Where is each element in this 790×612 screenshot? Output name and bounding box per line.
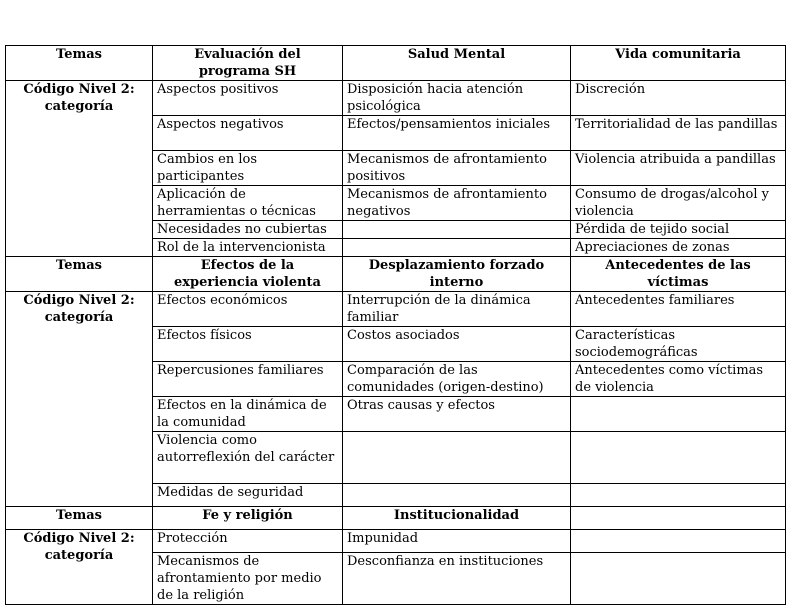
table-cell: Efectos en la dinámica de la comunidad (153, 397, 343, 432)
column-header: Antecedentes de las víctimas (571, 257, 786, 292)
temas-header: Temas (6, 257, 153, 292)
column-header: Fe y religión (153, 507, 343, 530)
header-row-1 (6, 46, 786, 81)
table-cell: Repercusiones familiares (153, 362, 343, 397)
table-cell: Características sociodemográficas (571, 327, 786, 362)
table-cell: Antecedentes como víctimas de violencia (571, 362, 786, 397)
table-cell: Interrupción de la dinámica familiar (343, 292, 571, 327)
table-cell: Desconfianza en instituciones (343, 553, 571, 605)
table-cell: Mecanismos de afrontamiento por medio de la religión (153, 553, 343, 605)
table-cell: Territorialidad de las pandillas (571, 116, 786, 151)
table-cell: Mecanismos de afrontamiento positivos (343, 151, 571, 186)
table-cell: Disposición hacia atención psicológica (343, 81, 571, 116)
table-cell: Consumo de drogas/alcohol y violencia (571, 186, 786, 221)
table-row (6, 292, 786, 327)
table-cell (343, 432, 571, 484)
table-cell: Mecanismos de afrontamiento negativos (343, 186, 571, 221)
column-header: Evaluación del programa SH (153, 46, 343, 81)
table-cell (571, 484, 786, 507)
table-cell: Aspectos positivos (153, 81, 343, 116)
table-row (6, 530, 786, 553)
table-cell: Medidas de seguridad (153, 484, 343, 507)
table-cell (571, 530, 786, 553)
table-cell: Rol de la intervencionista (153, 239, 343, 257)
column-header: Salud Mental (343, 46, 571, 81)
table-cell: Protección (153, 530, 343, 553)
temas-header: Temas (6, 507, 153, 530)
category-label: Código Nivel 2: categoría (6, 81, 153, 257)
column-header: Vida comunitaria (571, 46, 786, 81)
table-cell: Apreciaciones de zonas (571, 239, 786, 257)
table-row (6, 81, 786, 116)
table-cell (571, 553, 786, 605)
table-cell: Comparación de las comunidades (origen-destino) (343, 362, 571, 397)
categories-table (5, 45, 786, 605)
table-cell (343, 221, 571, 239)
column-header: Institucionalidad (343, 507, 571, 530)
category-label: Código Nivel 2: categoría (6, 530, 153, 605)
category-label: Código Nivel 2: categoría (6, 292, 153, 507)
table-cell: Discreción (571, 81, 786, 116)
table-cell: Efectos económicos (153, 292, 343, 327)
table-cell: Necesidades no cubiertas (153, 221, 343, 239)
table-cell (571, 397, 786, 432)
table-cell: Impunidad (343, 530, 571, 553)
table-cell: Efectos/pensamientos iniciales (343, 116, 571, 151)
table-cell (571, 432, 786, 484)
temas-header: Temas (6, 46, 153, 81)
header-row-3 (6, 507, 786, 530)
table-cell: Aspectos negativos (153, 116, 343, 151)
table-cell: Costos asociados (343, 327, 571, 362)
table-cell: Violencia atribuida a pandillas (571, 151, 786, 186)
header-row-2 (6, 257, 786, 292)
table-cell (343, 239, 571, 257)
table-cell (343, 484, 571, 507)
table-cell: Cambios en los participantes (153, 151, 343, 186)
table-cell: Otras causas y efectos (343, 397, 571, 432)
column-header: Efectos de la experiencia violenta (153, 257, 343, 292)
table-cell: Efectos físicos (153, 327, 343, 362)
table-cell: Antecedentes familiares (571, 292, 786, 327)
table-cell: Pérdida de tejido social (571, 221, 786, 239)
column-header (571, 507, 786, 530)
column-header: Desplazamiento forzado interno (343, 257, 571, 292)
table-cell: Violencia como autorreflexión del carácter (153, 432, 343, 484)
table-cell: Aplicación de herramientas o técnicas (153, 186, 343, 221)
